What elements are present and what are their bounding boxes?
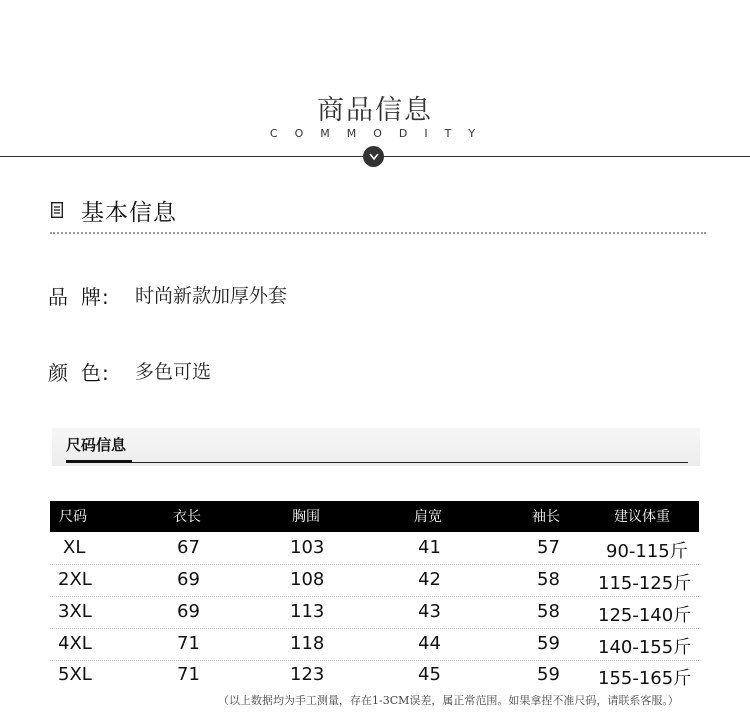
size-info-title: 尺码信息 [66, 436, 127, 454]
table-cell: 58 [537, 601, 560, 622]
table-cell: 59 [537, 633, 560, 654]
table-cell: 108 [290, 569, 325, 590]
brand-label-char1: 品 [48, 285, 69, 309]
table-cell: 3XL [58, 601, 92, 622]
size-info-line [66, 462, 688, 463]
table-cell: 69 [177, 601, 200, 622]
table-cell: 71 [177, 664, 200, 685]
row-separator [50, 660, 699, 661]
measurement-note: （以上数据均为手工测量，存在1-3CM误差，属正常范围。如果拿捏不准尺码，请联系客服。） [218, 694, 679, 707]
size-info-band [52, 428, 700, 466]
table-cell: 4XL [58, 633, 92, 654]
table-cell: 155-165斤 [598, 668, 692, 689]
color-label [48, 357, 110, 386]
brand-value: 时尚新款加厚外套 [135, 285, 288, 307]
color-label-char1: 颜 [48, 361, 69, 385]
th-chest: 胸围 [292, 509, 320, 525]
row-separator [50, 596, 699, 597]
table-cell: 90-115斤 [606, 541, 688, 562]
document-icon [51, 202, 63, 218]
row-separator [50, 628, 699, 629]
table-cell: 125-140斤 [598, 605, 692, 626]
basic-info-title: 基本信息 [81, 200, 177, 226]
table-cell: 115-125斤 [598, 573, 692, 594]
table-cell: 5XL [58, 664, 92, 685]
table-cell: 57 [537, 537, 560, 558]
table-cell: 45 [418, 664, 441, 685]
table-cell: 41 [418, 537, 441, 558]
color-label-char2: 色: [81, 361, 110, 385]
table-cell: 59 [537, 664, 560, 685]
th-length: 衣长 [173, 509, 201, 525]
table-cell: 113 [290, 601, 325, 622]
row-separator [50, 564, 699, 565]
th-sleeve: 袖长 [532, 509, 560, 525]
table-cell: 71 [177, 633, 200, 654]
page-subtitle: COMMODITY [269, 127, 493, 140]
size-table-header [50, 501, 699, 532]
th-weight: 建议体重 [614, 509, 670, 525]
table-cell: 2XL [58, 569, 92, 590]
table-cell: 67 [177, 537, 200, 558]
brand-label [48, 281, 110, 310]
brand-label-char2: 牌: [81, 285, 110, 309]
table-cell: 43 [418, 601, 441, 622]
chevron-down-icon [363, 146, 384, 167]
size-info-underline [66, 460, 132, 463]
table-cell: 58 [537, 569, 560, 590]
th-size: 尺码 [59, 509, 87, 525]
dotted-divider [50, 232, 706, 234]
table-cell: 123 [290, 664, 325, 685]
color-value: 多色可选 [135, 361, 212, 383]
table-cell: 69 [177, 569, 200, 590]
table-cell: 118 [290, 633, 325, 654]
table-cell: 140-155斤 [598, 637, 692, 658]
th-shoulder: 肩宽 [414, 509, 442, 525]
table-cell: 103 [290, 537, 325, 558]
table-cell: 44 [418, 633, 441, 654]
table-cell: XL [63, 537, 86, 558]
table-cell: 42 [418, 569, 441, 590]
page-title: 商品信息 [317, 95, 433, 126]
